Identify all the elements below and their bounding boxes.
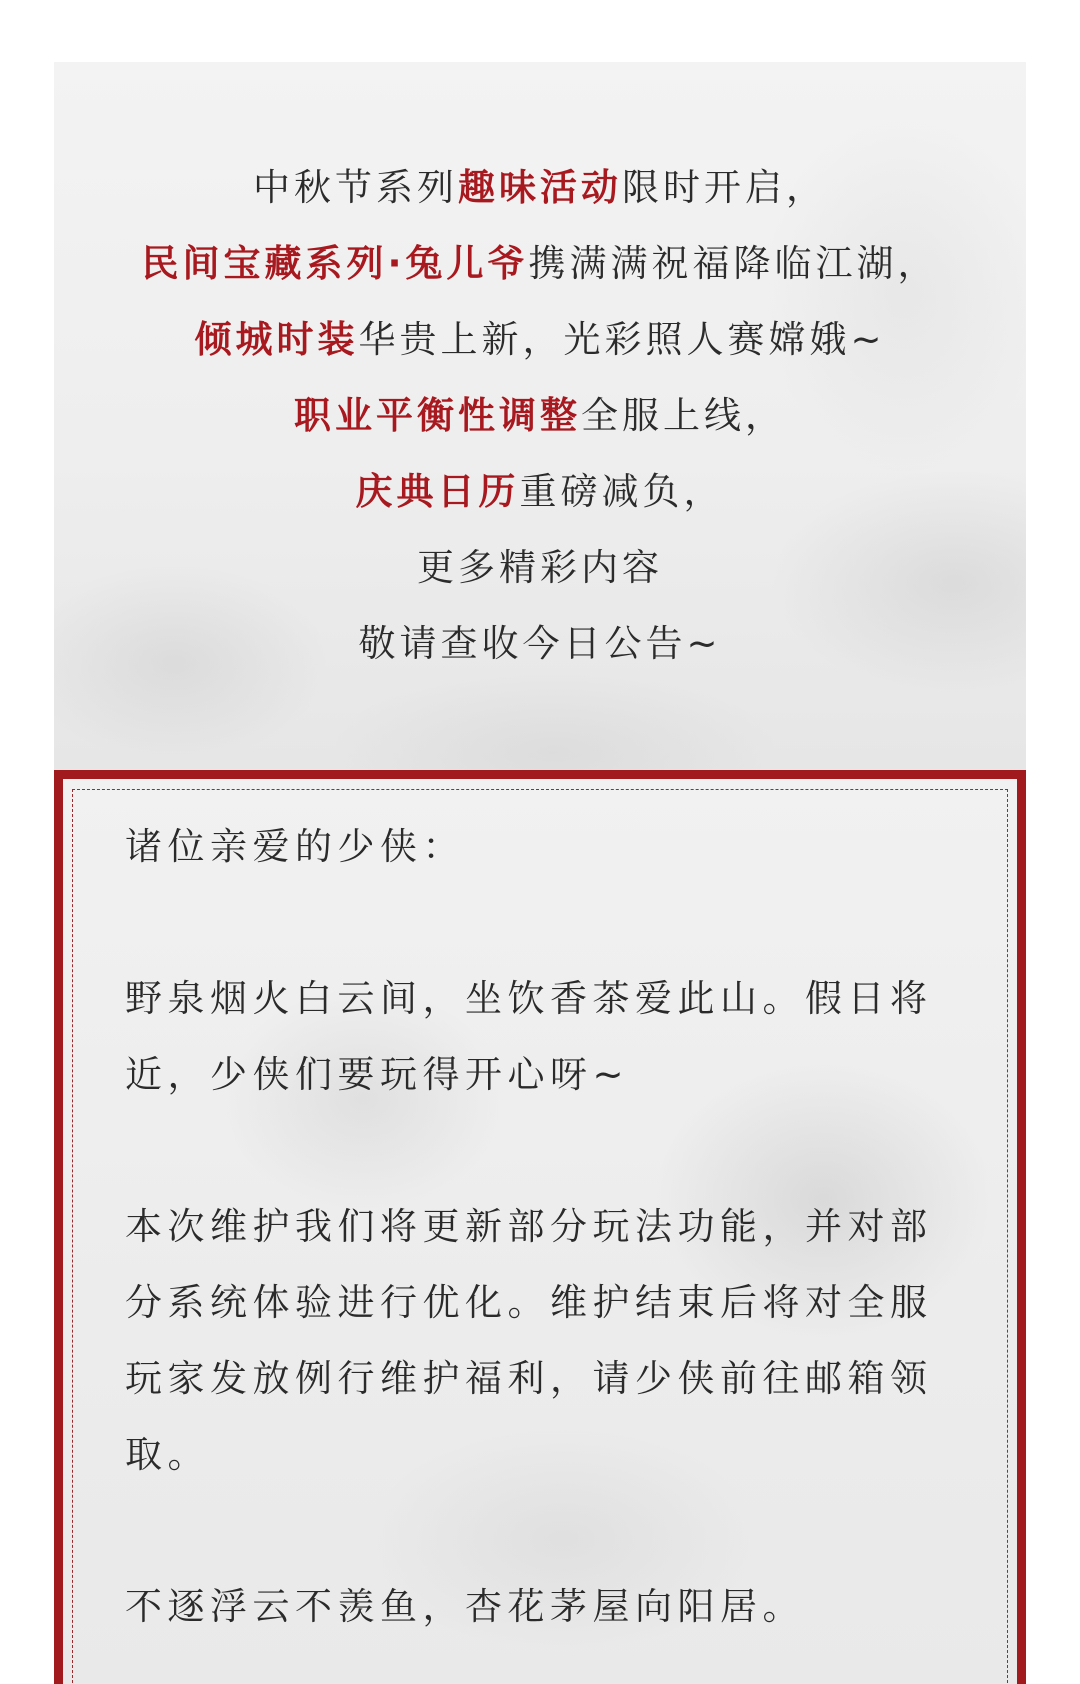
- intro-line-3-post: 华贵上新，光彩照人赛嫦娥~: [358, 318, 886, 361]
- intro-line-3: [54, 302, 1026, 378]
- maintenance-notice: [54, 770, 1026, 1684]
- notice-greeting: 诸位亲爱的少侠：: [125, 825, 465, 868]
- intro-line-1: [54, 150, 1026, 226]
- paragraph-spacer: [125, 885, 955, 961]
- intro-line-5: [54, 454, 1026, 530]
- intro-line-2: [54, 226, 1026, 302]
- intro-line-5-post: 重磅减负，: [519, 470, 725, 513]
- notice-paragraph-3: 不逐浮云不羡鱼，杏花茅屋向阳居。: [125, 1585, 805, 1628]
- intro-line-7-post: 敬请查收今日公告~: [358, 622, 722, 665]
- intro-line-5-highlight: 庆典日历: [355, 470, 520, 513]
- notice-paragraph-2: 本次维护我们将更新部分玩法功能，并对部分系统体验进行优化。维护结束后将对全服玩家发放例行维护福利，请少侠前往邮箱领取。: [125, 1205, 933, 1476]
- intro-line-6: [54, 530, 1026, 606]
- intro-line-2-highlight: 民间宝藏系列·兔儿爷: [141, 242, 529, 285]
- paragraph-spacer: [125, 1113, 955, 1189]
- intro-line-4: [54, 378, 1026, 454]
- intro-line-1-highlight: 趣味活动: [458, 166, 622, 209]
- intro-lines: [54, 150, 1026, 682]
- intro-line-1-pre: 中秋节系列: [253, 166, 458, 209]
- paragraph-spacer: [125, 1493, 955, 1569]
- intro-line-4-post: 全服上线，: [581, 394, 786, 437]
- intro-line-3-highlight: 倾城时装: [194, 318, 359, 361]
- intro-line-1-post: 限时开启，: [622, 166, 827, 209]
- notice-body: [125, 809, 955, 1645]
- intro-line-4-highlight: 职业平衡性调整: [294, 394, 581, 437]
- intro-banner: [54, 62, 1026, 770]
- intro-line-7: [54, 606, 1026, 682]
- notice-paragraph-1: 野泉烟火白云间，坐饮香茶爱此山。假日将近，少侠们要玩得开心呀~: [125, 977, 933, 1096]
- intro-line-2-post: 携满满祝福降临江湖，: [528, 242, 939, 285]
- intro-line-6-post: 更多精彩内容: [417, 546, 663, 589]
